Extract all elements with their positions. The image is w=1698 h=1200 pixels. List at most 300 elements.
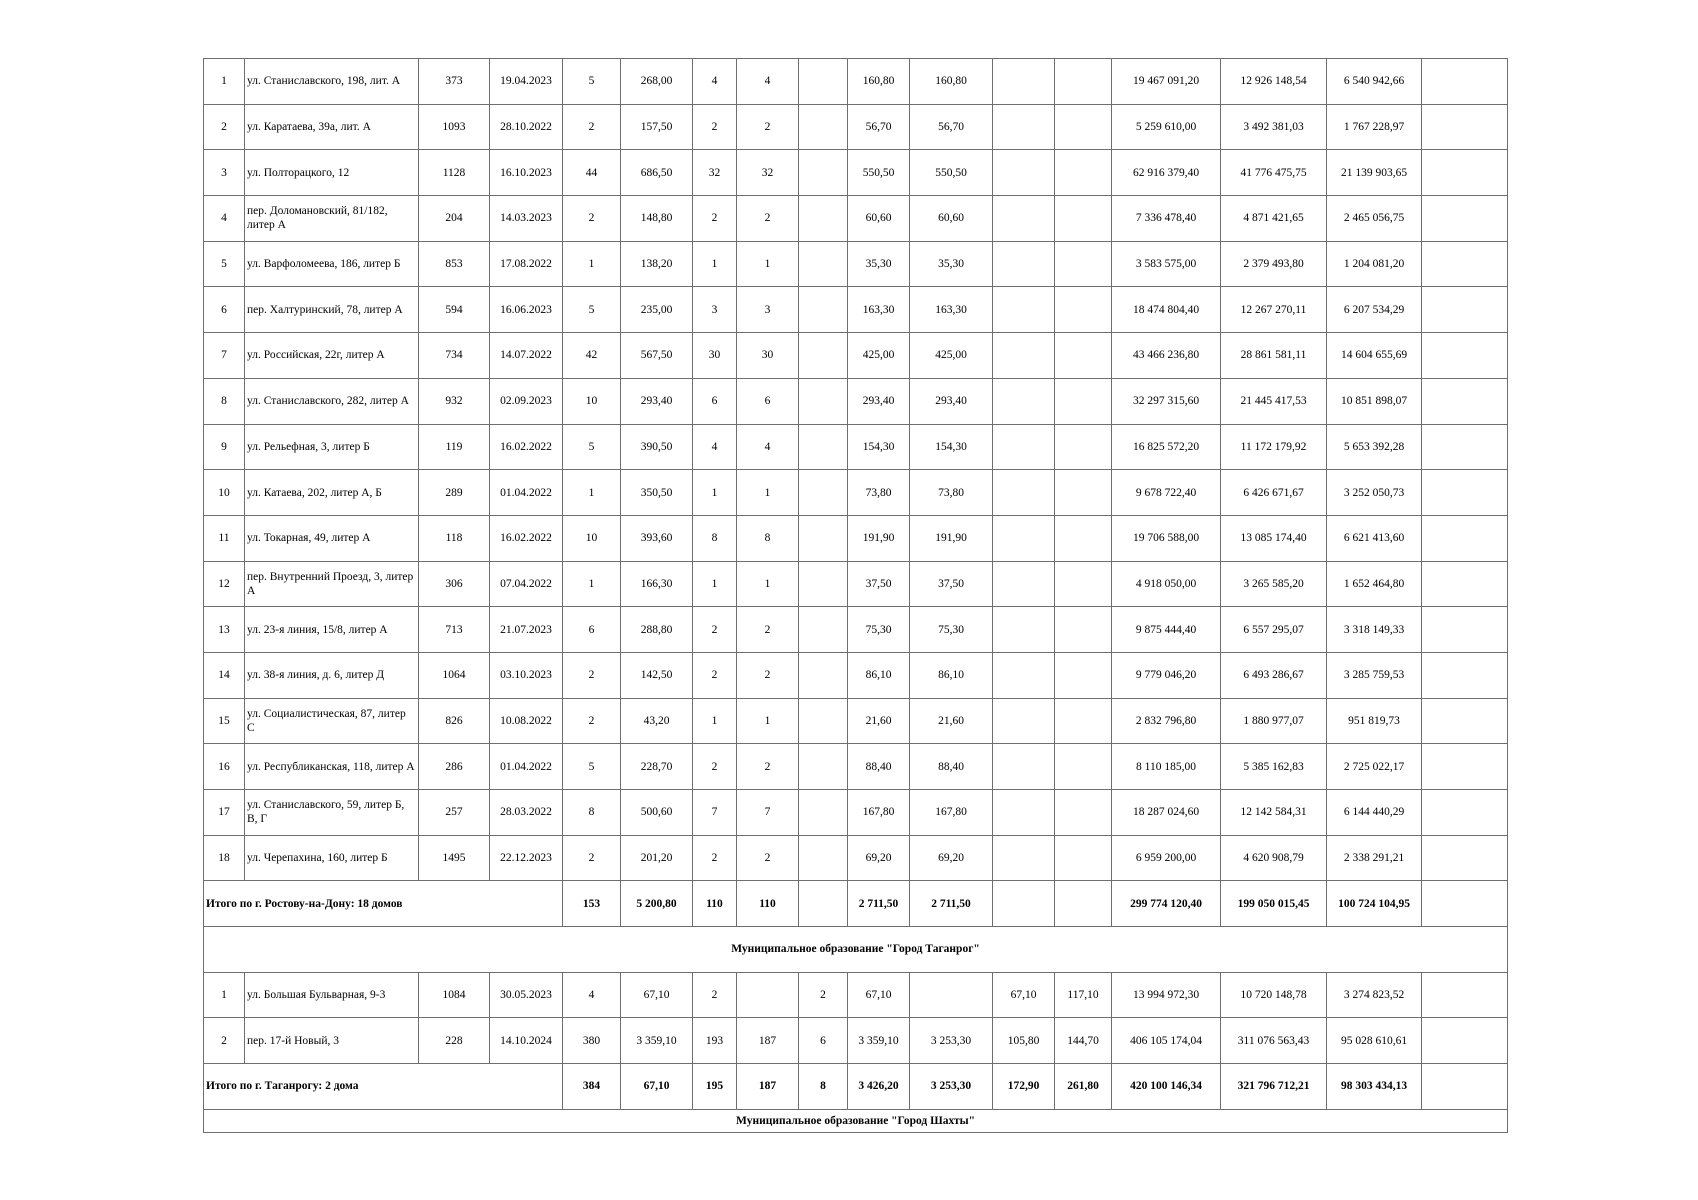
value-cell [799, 104, 848, 150]
value-cell: 2 338 291,21 [1327, 835, 1422, 881]
value-cell: 2 [693, 607, 737, 653]
total-value-cell: 199 050 015,45 [1221, 881, 1327, 927]
table-row [204, 652, 1508, 698]
value-cell [1422, 790, 1508, 836]
value-cell: 95 028 610,61 [1327, 1018, 1422, 1064]
value-cell: 5 [563, 744, 621, 790]
value-cell: 2 [563, 104, 621, 150]
value-cell: 6 [693, 378, 737, 424]
value-cell: 6 540 942,66 [1327, 59, 1422, 105]
value-cell: 163,30 [910, 287, 993, 333]
total-value-cell: 3 426,20 [848, 1064, 910, 1110]
total-value-cell: 187 [737, 1064, 799, 1110]
value-cell: 686,50 [621, 150, 693, 196]
value-cell: 3 359,10 [848, 1018, 910, 1064]
address-cell: ул. Черепахина, 160, литер Б [245, 835, 419, 881]
value-cell: 8 110 185,00 [1112, 744, 1221, 790]
value-cell [799, 59, 848, 105]
value-cell: 75,30 [848, 607, 910, 653]
address-cell: ул. Варфоломеева, 186, литер Б [245, 241, 419, 287]
row-number-cell: 2 [204, 104, 245, 150]
value-cell: 3 583 575,00 [1112, 241, 1221, 287]
value-cell [1055, 333, 1112, 379]
total-value-cell: 321 796 712,21 [1221, 1064, 1327, 1110]
value-cell: 21,60 [848, 698, 910, 744]
value-cell [993, 561, 1055, 607]
row-number-cell: 10 [204, 470, 245, 516]
value-cell: 951 819,73 [1327, 698, 1422, 744]
value-cell: 1 204 081,20 [1327, 241, 1422, 287]
value-cell: 6 621 413,60 [1327, 515, 1422, 561]
value-cell [799, 790, 848, 836]
address-cell: ул. Станиславского, 282, литер А [245, 378, 419, 424]
row-number-cell: 9 [204, 424, 245, 470]
value-cell: 9 678 722,40 [1112, 470, 1221, 516]
address-cell: ул. Станиславского, 198, лит. А [245, 59, 419, 105]
value-cell: 3 252 050,73 [1327, 470, 1422, 516]
value-cell: 166,30 [621, 561, 693, 607]
value-cell: 75,30 [910, 607, 993, 653]
value-cell: 2 [563, 196, 621, 242]
total-value-cell: 110 [737, 881, 799, 927]
value-cell: 3 [737, 287, 799, 333]
value-cell: 6 [737, 378, 799, 424]
total-value-cell: 420 100 146,34 [1112, 1064, 1221, 1110]
value-cell: 187 [737, 1018, 799, 1064]
value-cell [1422, 378, 1508, 424]
value-cell [799, 561, 848, 607]
value-cell: 67,10 [848, 972, 910, 1018]
value-cell: 21,60 [910, 698, 993, 744]
value-cell: 02.09.2023 [490, 378, 563, 424]
address-cell: ул. Токарная, 49, литер А [245, 515, 419, 561]
value-cell: 567,50 [621, 333, 693, 379]
value-cell [1422, 424, 1508, 470]
value-cell: 21 139 903,65 [1327, 150, 1422, 196]
value-cell: 88,40 [910, 744, 993, 790]
value-cell: 3 [693, 287, 737, 333]
value-cell [993, 196, 1055, 242]
value-cell [993, 104, 1055, 150]
table-row [204, 972, 1508, 1018]
value-cell: 311 076 563,43 [1221, 1018, 1327, 1064]
value-cell: 73,80 [848, 470, 910, 516]
value-cell [799, 424, 848, 470]
value-cell: 16 825 572,20 [1112, 424, 1221, 470]
value-cell: 67,10 [993, 972, 1055, 1018]
value-cell [1055, 744, 1112, 790]
table-row [204, 1018, 1508, 1064]
value-cell: 2 465 056,75 [1327, 196, 1422, 242]
value-cell [993, 59, 1055, 105]
row-number-cell: 6 [204, 287, 245, 333]
value-cell: 43 466 236,80 [1112, 333, 1221, 379]
value-cell: 154,30 [848, 424, 910, 470]
value-cell: 28 861 581,11 [1221, 333, 1327, 379]
value-cell: 37,50 [910, 561, 993, 607]
value-cell: 2 [737, 835, 799, 881]
value-cell: 6 144 440,29 [1327, 790, 1422, 836]
value-cell [1055, 424, 1112, 470]
value-cell: 853 [419, 241, 490, 287]
total-value-cell: 384 [563, 1064, 621, 1110]
value-cell: 228 [419, 1018, 490, 1064]
value-cell: 117,10 [1055, 972, 1112, 1018]
value-cell: 550,50 [910, 150, 993, 196]
value-cell: 1 [693, 561, 737, 607]
row-number-cell: 16 [204, 744, 245, 790]
value-cell: 1495 [419, 835, 490, 881]
table-row [204, 287, 1508, 333]
value-cell: 826 [419, 698, 490, 744]
value-cell: 1 [693, 241, 737, 287]
value-cell: 1 [563, 241, 621, 287]
row-number-cell: 3 [204, 150, 245, 196]
value-cell: 4 [563, 972, 621, 1018]
value-cell: 144,70 [1055, 1018, 1112, 1064]
value-cell: 18 474 804,40 [1112, 287, 1221, 333]
value-cell: 21 445 417,53 [1221, 378, 1327, 424]
value-cell: 12 267 270,11 [1221, 287, 1327, 333]
value-cell: 2 725 022,17 [1327, 744, 1422, 790]
value-cell: 3 274 823,52 [1327, 972, 1422, 1018]
value-cell: 4 918 050,00 [1112, 561, 1221, 607]
value-cell [993, 698, 1055, 744]
value-cell [799, 378, 848, 424]
value-cell [799, 196, 848, 242]
value-cell [1422, 561, 1508, 607]
table-row [204, 835, 1508, 881]
value-cell: 4 871 421,65 [1221, 196, 1327, 242]
section-header: Муниципальное образование "Город Таганрог" [204, 927, 1508, 973]
value-cell [1055, 150, 1112, 196]
address-cell: ул. Республиканская, 118, литер А [245, 744, 419, 790]
value-cell: 35,30 [910, 241, 993, 287]
row-number-cell: 4 [204, 196, 245, 242]
address-cell: ул. Российская, 22г, литер А [245, 333, 419, 379]
value-cell: 7 336 478,40 [1112, 196, 1221, 242]
value-cell: 157,50 [621, 104, 693, 150]
value-cell: 2 [737, 744, 799, 790]
total-label: Итого по г. Таганрогу: 2 дома [204, 1064, 563, 1110]
value-cell: 293,40 [848, 378, 910, 424]
address-cell: ул. Станиславского, 59, литер Б, В, Г [245, 790, 419, 836]
value-cell: 6 207 534,29 [1327, 287, 1422, 333]
value-cell: 69,20 [910, 835, 993, 881]
value-cell [910, 972, 993, 1018]
value-cell: 235,00 [621, 287, 693, 333]
total-row [204, 881, 1508, 927]
value-cell: 22.12.2023 [490, 835, 563, 881]
value-cell: 9 779 046,20 [1112, 652, 1221, 698]
total-value-cell: 3 253,30 [910, 1064, 993, 1110]
table-row [204, 333, 1508, 379]
value-cell: 1 [693, 470, 737, 516]
value-cell: 5 259 610,00 [1112, 104, 1221, 150]
value-cell: 30 [693, 333, 737, 379]
value-cell: 373 [419, 59, 490, 105]
value-cell: 2 [737, 652, 799, 698]
value-cell: 10 [563, 515, 621, 561]
value-cell: 60,60 [910, 196, 993, 242]
value-cell [993, 652, 1055, 698]
address-cell: пер. 17-й Новый, 3 [245, 1018, 419, 1064]
value-cell: 4 [737, 424, 799, 470]
value-cell: 2 [693, 744, 737, 790]
value-cell [1055, 241, 1112, 287]
value-cell: 01.04.2022 [490, 744, 563, 790]
address-cell: пер. Доломановский, 81/182, литер А [245, 196, 419, 242]
section-header-row [204, 1109, 1508, 1132]
value-cell [1055, 790, 1112, 836]
total-value-cell [1055, 881, 1112, 927]
row-number-cell: 8 [204, 378, 245, 424]
value-cell [1055, 104, 1112, 150]
value-cell: 32 [737, 150, 799, 196]
value-cell: 16.06.2023 [490, 287, 563, 333]
value-cell [737, 972, 799, 1018]
value-cell: 13 085 174,40 [1221, 515, 1327, 561]
value-cell [799, 333, 848, 379]
value-cell: 5 [563, 424, 621, 470]
value-cell: 4 [693, 424, 737, 470]
value-cell: 35,30 [848, 241, 910, 287]
value-cell [1422, 515, 1508, 561]
total-value-cell: 2 711,50 [848, 881, 910, 927]
value-cell [993, 378, 1055, 424]
value-cell: 191,90 [910, 515, 993, 561]
value-cell: 16.02.2022 [490, 424, 563, 470]
row-number-cell: 5 [204, 241, 245, 287]
value-cell: 2 379 493,80 [1221, 241, 1327, 287]
value-cell: 1064 [419, 652, 490, 698]
value-cell [993, 333, 1055, 379]
value-cell: 6 [799, 1018, 848, 1064]
value-cell: 28.03.2022 [490, 790, 563, 836]
value-cell: 6 493 286,67 [1221, 652, 1327, 698]
value-cell [1422, 104, 1508, 150]
address-cell: ул. Рельефная, 3, литер Б [245, 424, 419, 470]
value-cell: 2 [693, 652, 737, 698]
value-cell: 2 [737, 196, 799, 242]
value-cell: 01.04.2022 [490, 470, 563, 516]
value-cell [1422, 150, 1508, 196]
value-cell: 119 [419, 424, 490, 470]
value-cell: 1 [737, 561, 799, 607]
value-cell: 228,70 [621, 744, 693, 790]
value-cell [993, 744, 1055, 790]
total-value-cell: 299 774 120,40 [1112, 881, 1221, 927]
value-cell: 406 105 174,04 [1112, 1018, 1221, 1064]
value-cell: 17.08.2022 [490, 241, 563, 287]
value-cell [1422, 287, 1508, 333]
value-cell: 204 [419, 196, 490, 242]
value-cell: 7 [693, 790, 737, 836]
value-cell [1055, 698, 1112, 744]
value-cell: 932 [419, 378, 490, 424]
value-cell [1055, 652, 1112, 698]
value-cell: 191,90 [848, 515, 910, 561]
total-value-cell: 100 724 104,95 [1327, 881, 1422, 927]
row-number-cell: 7 [204, 333, 245, 379]
value-cell: 19 467 091,20 [1112, 59, 1221, 105]
value-cell: 4 [737, 59, 799, 105]
value-cell: 306 [419, 561, 490, 607]
value-cell: 425,00 [910, 333, 993, 379]
value-cell [1422, 59, 1508, 105]
total-label: Итого по г. Ростову-на-Дону: 18 домов [204, 881, 563, 927]
value-cell: 2 832 796,80 [1112, 698, 1221, 744]
value-cell: 289 [419, 470, 490, 516]
value-cell [799, 744, 848, 790]
value-cell [1055, 835, 1112, 881]
value-cell [799, 470, 848, 516]
value-cell: 3 359,10 [621, 1018, 693, 1064]
value-cell: 6 557 295,07 [1221, 607, 1327, 653]
value-cell: 288,80 [621, 607, 693, 653]
value-cell: 5 [563, 59, 621, 105]
table-row [204, 790, 1508, 836]
value-cell: 713 [419, 607, 490, 653]
value-cell [1422, 470, 1508, 516]
value-cell: 4 620 908,79 [1221, 835, 1327, 881]
value-cell: 2 [799, 972, 848, 1018]
value-cell [799, 607, 848, 653]
value-cell: 1 880 977,07 [1221, 698, 1327, 744]
value-cell: 1 [563, 561, 621, 607]
value-cell: 2 [737, 104, 799, 150]
total-row [204, 1064, 1508, 1110]
value-cell [1422, 698, 1508, 744]
value-cell: 160,80 [910, 59, 993, 105]
value-cell: 3 285 759,53 [1327, 652, 1422, 698]
value-cell: 160,80 [848, 59, 910, 105]
value-cell [799, 698, 848, 744]
address-cell: ул. 23-я линия, 15/8, литер А [245, 607, 419, 653]
value-cell [1422, 241, 1508, 287]
value-cell: 18 287 024,60 [1112, 790, 1221, 836]
table-row [204, 196, 1508, 242]
value-cell [1422, 333, 1508, 379]
value-cell: 2 [693, 835, 737, 881]
value-cell: 1 [693, 698, 737, 744]
value-cell [1055, 515, 1112, 561]
value-cell: 30.05.2023 [490, 972, 563, 1018]
value-cell [1055, 470, 1112, 516]
value-cell: 268,00 [621, 59, 693, 105]
value-cell: 8 [563, 790, 621, 836]
total-value-cell: 8 [799, 1064, 848, 1110]
value-cell: 41 776 475,75 [1221, 150, 1327, 196]
value-cell: 594 [419, 287, 490, 333]
value-cell: 2 [693, 196, 737, 242]
address-cell: ул. Катаева, 202, литер А, Б [245, 470, 419, 516]
value-cell: 69,20 [848, 835, 910, 881]
value-cell: 193 [693, 1018, 737, 1064]
value-cell: 13 994 972,30 [1112, 972, 1221, 1018]
value-cell: 393,60 [621, 515, 693, 561]
value-cell: 2 [563, 652, 621, 698]
table-body [204, 59, 1508, 1133]
value-cell: 12 926 148,54 [1221, 59, 1327, 105]
value-cell [799, 835, 848, 881]
value-cell [1055, 196, 1112, 242]
value-cell: 43,20 [621, 698, 693, 744]
table-row [204, 241, 1508, 287]
value-cell: 8 [737, 515, 799, 561]
value-cell: 16.02.2022 [490, 515, 563, 561]
value-cell: 734 [419, 333, 490, 379]
value-cell: 37,50 [848, 561, 910, 607]
value-cell [993, 287, 1055, 333]
value-cell [799, 241, 848, 287]
value-cell: 105,80 [993, 1018, 1055, 1064]
value-cell [993, 424, 1055, 470]
value-cell: 6 [563, 607, 621, 653]
value-cell: 32 [693, 150, 737, 196]
value-cell: 148,80 [621, 196, 693, 242]
row-number-cell: 2 [204, 1018, 245, 1064]
value-cell: 7 [737, 790, 799, 836]
total-value-cell: 110 [693, 881, 737, 927]
value-cell: 5 653 392,28 [1327, 424, 1422, 470]
value-cell [1422, 1018, 1508, 1064]
value-cell: 142,50 [621, 652, 693, 698]
value-cell: 14.03.2023 [490, 196, 563, 242]
row-number-cell: 18 [204, 835, 245, 881]
row-number-cell: 1 [204, 59, 245, 105]
value-cell: 550,50 [848, 150, 910, 196]
total-value-cell: 2 711,50 [910, 881, 993, 927]
value-cell: 86,10 [910, 652, 993, 698]
value-cell: 286 [419, 744, 490, 790]
value-cell: 07.04.2022 [490, 561, 563, 607]
value-cell [993, 470, 1055, 516]
address-cell: ул. 38-я линия, д. 6, литер Д [245, 652, 419, 698]
row-number-cell: 13 [204, 607, 245, 653]
value-cell [1055, 287, 1112, 333]
value-cell: 2 [693, 104, 737, 150]
value-cell: 1128 [419, 150, 490, 196]
row-number-cell: 17 [204, 790, 245, 836]
value-cell: 3 253,30 [910, 1018, 993, 1064]
row-number-cell: 14 [204, 652, 245, 698]
value-cell [799, 150, 848, 196]
housing-table [203, 58, 1508, 1133]
value-cell: 73,80 [910, 470, 993, 516]
value-cell: 2 [563, 698, 621, 744]
value-cell [993, 515, 1055, 561]
value-cell [993, 835, 1055, 881]
total-value-cell [799, 881, 848, 927]
value-cell: 9 875 444,40 [1112, 607, 1221, 653]
table-row [204, 424, 1508, 470]
value-cell: 56,70 [910, 104, 993, 150]
value-cell: 19.04.2023 [490, 59, 563, 105]
value-cell: 2 [563, 835, 621, 881]
row-number-cell: 12 [204, 561, 245, 607]
value-cell: 6 959 200,00 [1112, 835, 1221, 881]
value-cell: 167,80 [848, 790, 910, 836]
value-cell [799, 515, 848, 561]
value-cell [1055, 561, 1112, 607]
value-cell: 3 492 381,03 [1221, 104, 1327, 150]
value-cell: 6 426 671,67 [1221, 470, 1327, 516]
value-cell [1422, 196, 1508, 242]
address-cell: ул. Большая Бульварная, 9-3 [245, 972, 419, 1018]
section-header-row [204, 927, 1508, 973]
table-row [204, 607, 1508, 653]
